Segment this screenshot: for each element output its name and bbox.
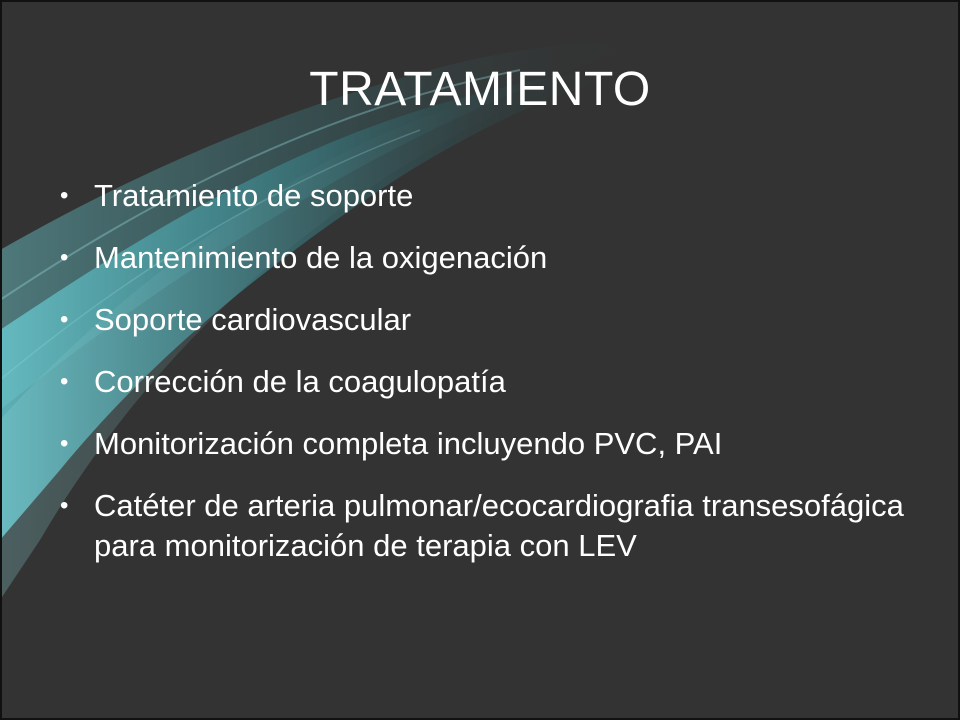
bullet-item	[52, 486, 912, 566]
bullet-text: Mantenimiento de la oxigenación	[94, 240, 548, 275]
bullet-text: Tratamiento de soporte	[94, 178, 414, 213]
bullet-dot-icon: •	[60, 306, 69, 333]
bullet-dot-icon: •	[60, 368, 69, 395]
bullet-dot-icon: •	[60, 244, 69, 271]
bullet-item	[52, 300, 912, 340]
bullet-dot-icon: •	[60, 492, 69, 519]
bullet-item	[52, 362, 912, 402]
bullet-list	[52, 176, 912, 566]
bullet-text: Monitorización completa incluyendo PVC, PAI	[94, 426, 723, 461]
slide-title: TRATAMIENTO	[309, 63, 651, 116]
bullet-text: Catéter de arteria pulmonar/ecocardiografia transesofágica para monitorización de terapia con LEV	[94, 488, 904, 563]
bullet-text: Corrección de la coagulopatía	[94, 364, 506, 399]
bullet-text: Soporte cardiovascular	[94, 302, 412, 337]
bullet-item	[52, 238, 912, 278]
bullet-item	[52, 424, 912, 464]
bullet-item	[52, 176, 912, 216]
bullet-dot-icon: •	[60, 430, 69, 457]
bullet-dot-icon: •	[60, 182, 69, 209]
